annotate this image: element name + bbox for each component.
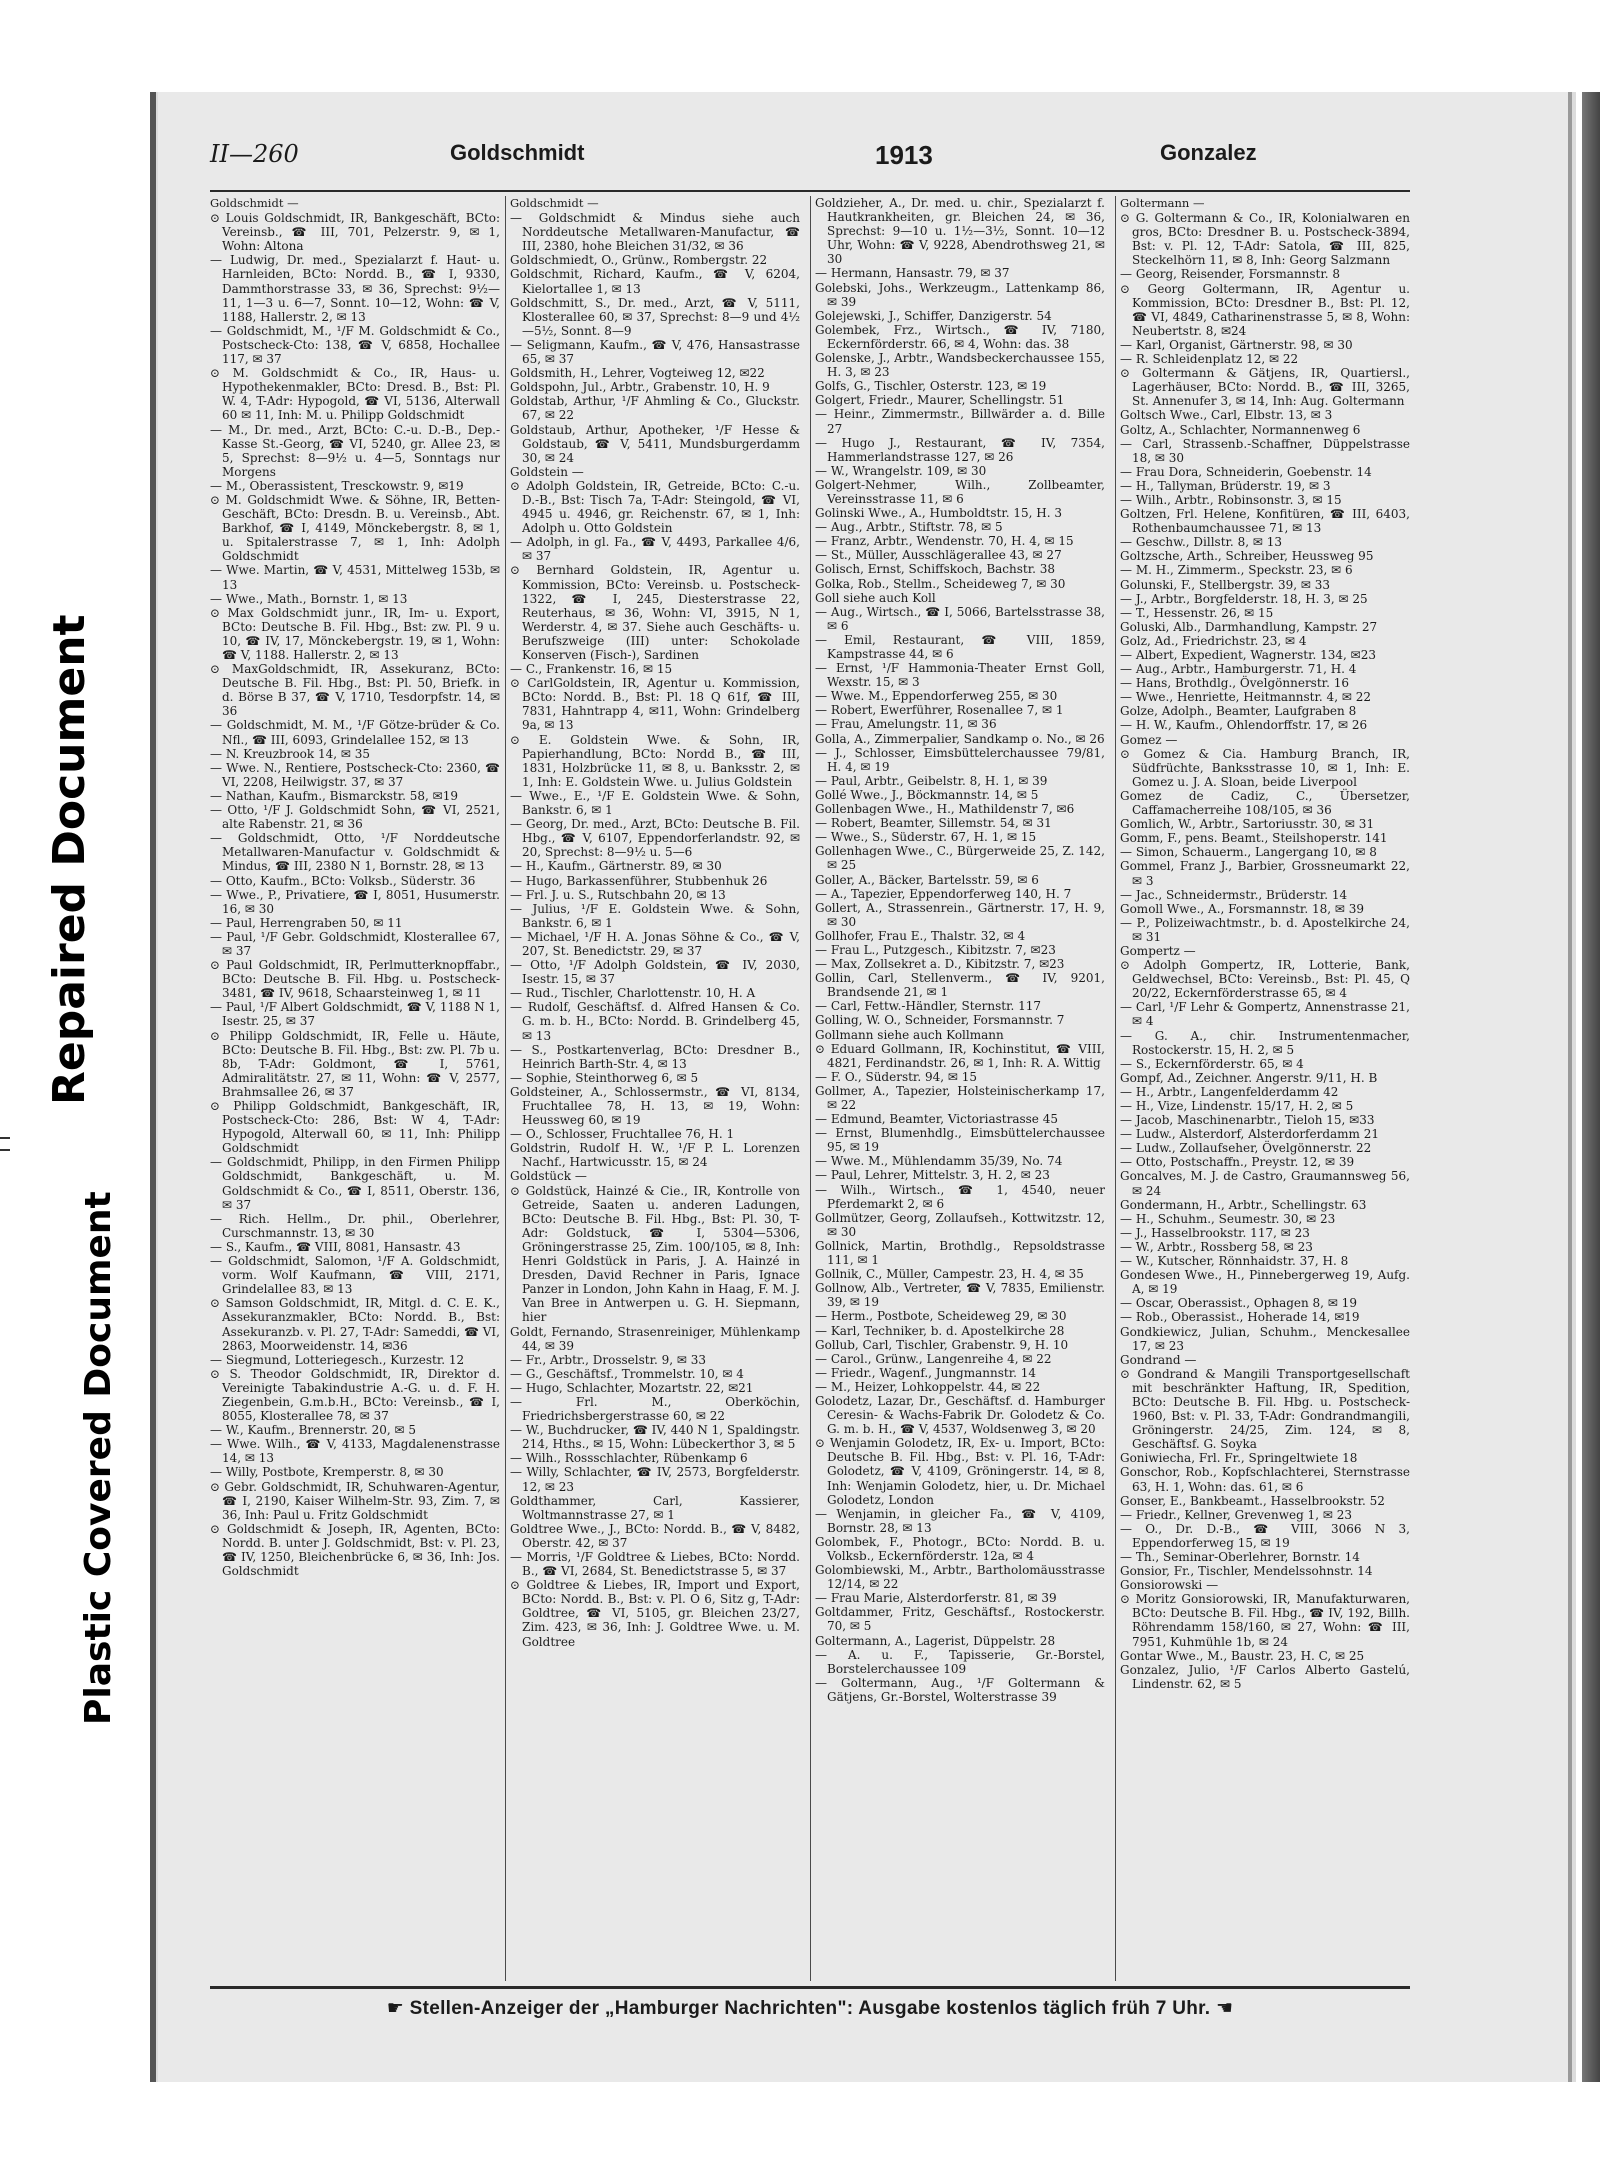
directory-entry: Goldschmit, Richard, Kaufm., ☎ V, 6204, Kielortallee 1, ✉ 13	[510, 267, 800, 296]
directory-entry: — Wwe., P., Privatiere, ☎ I, 8051, Husumerstr. 16, ✉ 30	[210, 887, 500, 916]
directory-entry: — W., Arbtr., Rossberg 58, ✉ 23	[1120, 1239, 1313, 1254]
directory-entry: — Ludw., Zollaufseher, Övelgönnerstr. 22	[1120, 1141, 1372, 1156]
directory-entry: ⊙ Moritz Gonsiorowski, IR, Manufakturwaren, BCto: Deutsche B. Fil. Hbg., ☎ IV, 192, Billh. Röhrendamm 158/160, ✉ 27, Wohn: ☎ III, 7951, Kuhmühle 1b, ✉ 24	[1120, 1592, 1410, 1649]
directory-entry: Gomm, F., pens. Beamt., Steilshoperstr. 141	[1120, 831, 1388, 846]
directory-entry: — Otto, ¹/F Adolph Goldstein, ☎ IV, 2030, Isestr. 15, ✉ 37	[510, 958, 800, 987]
directory-entry: Goniwiecha, Frl. Fr., Springeltwiete 18	[1120, 1451, 1358, 1466]
directory-entry: Goltermann, A., Lagerist, Düppelstr. 28	[815, 1633, 1056, 1648]
directory-entry: — Adolph, in gl. Fa., ☎ V, 4493, Parkallee 4/6, ✉ 37	[510, 535, 800, 564]
directory-entry: — Karl, Organist, Gärtnerstr. 98, ✉ 30	[1120, 337, 1353, 352]
directory-entry: Gollnow, Alb., Vertreter, ☎ V, 7835, Emilienstr. 39, ✉ 19	[815, 1281, 1105, 1310]
directory-entry: — Karl, Techniker, b. d. Apostelkirche 28	[815, 1323, 1065, 1338]
directory-entry: — Paul, Lehrer, Mittelstr. 3, H. 2, ✉ 23	[815, 1168, 1050, 1183]
directory-entry: — Rich. Hellm., Dr. phil., Oberlehrer, Curschmannstr. 13, ✉ 30	[210, 1211, 500, 1240]
directory-entry: — Wilh., Rossschlachter, Rübenkamp 6	[510, 1451, 748, 1466]
directory-entry: — Frl. M., Oberköchin, Friedrichsbergerstrasse 60, ✉ 22	[510, 1394, 800, 1424]
directory-entry: Goltsch Wwe., Carl, Elbstr. 13, ✉ 3	[1120, 408, 1333, 423]
directory-entry: — M. H., Zimmerm., Speckstr. 23, ✉ 6	[1120, 563, 1353, 578]
directory-entry: Goldsteiner, A., Schlossermstr., ☎ VI, 8134, Fruchtallee 78, H. 13, ✉ 19, Wohn: Heussweg 60, ✉ 19	[510, 1084, 800, 1128]
directory-entry: Goldsmith, H., Lehrer, Vogteiweg 12, ✉22	[510, 366, 765, 381]
directory-entry: — F. O., Süderstr. 94, ✉ 15	[815, 1069, 978, 1084]
directory-entry: Goldt, Fernando, Strasenreiniger, Mühlenkamp 44, ✉ 39	[510, 1324, 800, 1353]
directory-entry: ⊙ E. Goldstein Wwe. & Sohn, IR, Papierhandlung, BCto: Nordd B., ☎ III, 1831, Holzbrücke 11, ✉ 8, u. Banksstr. 2, ✉ 1, Inh: E. Goldstein Wwe. u. Julius Goldstein	[510, 732, 800, 789]
directory-entry: — H., Kaufm., Gärtnerstr. 89, ✉ 30	[510, 859, 722, 874]
directory-entry: Golgert, Friedr., Maurer, Schellingstr. 51	[815, 393, 1065, 408]
directory-entry: — S., Eckernförderstr. 65, ✉ 4	[1120, 1056, 1304, 1071]
directory-entry: — Hugo J., Restaurant, ☎ IV, 7354, Hammerlandstrasse 127, ✉ 26	[815, 435, 1105, 464]
directory-entry: — Wwe., Math., Bornstr. 1, ✉ 13	[210, 591, 408, 606]
directory-entry: Gollenbagen Wwe., H., Mathildenstr 7, ✉6	[815, 802, 1075, 817]
directory-entry: — Goldschmidt, M., ¹/F M. Goldschmidt & Co., Postscheck-Cto: 138, ☎ V, 6858, Hochallee 117, ✉ 37	[210, 323, 500, 367]
directory-entry: ⊙ Goldstück, Hainzé & Cie., IR, Kontrolle von Getreide, Saaten u. anderen Ladungen, BCto: Deutsche B. Fil. Hbg., Bst: Pl. 30, T-Adr: Goldstuck, ☎ I, 5304—5306, Gröningerstrasse 25, Zim. 100/105, ✉ 8, Inh: Henri Goldstück in Paris, J. A. Hainzé in Dresden, David Rechner in Paris, Ignace Panzer in London, John Kahn in Haag, F. M. J. Van Bree in Antwerpen u. G. H. Siepmann, hier	[510, 1183, 800, 1325]
margin-tick	[0, 1149, 10, 1151]
directory-entry: — Frau L., Putzgesch., Kibitzstr. 7, ✉23	[815, 942, 1056, 957]
column-divider	[810, 196, 811, 1981]
directory-entry: — Wwe., S., Süderstr. 67, H. 1, ✉ 15	[815, 830, 1037, 845]
directory-entry: — Goldschmidt, Salomon, ¹/F A. Goldschmidt, vorm. Wolf Kaufmann, ☎ VIII, 2171, Grindelallee 83, ✉ 13	[210, 1254, 500, 1297]
directory-entry: — Ernst, ¹/F Hammonia-Theater Ernst Goll, Wexstr. 15, ✉ 3	[815, 661, 1105, 690]
directory-entry: — Herm., Postbote, Scheideweg 29, ✉ 30	[815, 1309, 1067, 1324]
directory-entry: — W., Kutscher, Rönnhaidstr. 37, H. 8	[1120, 1254, 1349, 1269]
directory-entry: — H., Arbtr., Langenfelderdamm 42	[1120, 1084, 1339, 1099]
year-head: 1913	[875, 140, 933, 170]
directory-entry: ⊙ G. Goltermann & Co., IR, Kolonialwaren en gros, BCto: Dresdner B. u. Postscheck-3894, Bst: v. Pl. 12, T-Adr: Satola, ☎ III, 825, Steckelhörn 11, ✉ 8, Inh: Georg Salzmann	[1120, 211, 1410, 268]
column-1	[210, 196, 500, 1981]
directory-entry: — Wwe., E., ¹/F E. Goldstein Wwe. & Sohn, Bankstr. 6, ✉ 1	[510, 788, 800, 818]
directory-entry: — Paul, ¹/F Gebr. Goldschmidt, Klosterallee 67, ✉ 37	[210, 929, 500, 958]
directory-entry: — Albert, Expedient, Wagnerstr. 134, ✉23	[1120, 648, 1376, 662]
column-2	[510, 196, 800, 1981]
directory-entry: — Carl, Fettw.-Händler, Sternstr. 117	[815, 999, 1042, 1014]
directory-entry: — O., Schlosser, Fruchtallee 76, H. 1	[510, 1127, 735, 1142]
directory-entry: Goll siehe auch Koll	[815, 590, 936, 605]
directory-entry: — Siegmund, Lotteriegesch., Kurzestr. 12	[210, 1352, 465, 1367]
directory-entry: Golembek, Frz., Wirtsch., ☎ IV, 7180, Eckernförderstr. 66, ✉ 4, Wohn: das. 38	[815, 322, 1105, 351]
directory-entry: — J., Schlosser, Eimsbüttelerchaussee 79/81, H. 4, ✉ 19	[815, 745, 1105, 774]
directory-entry: — Willy, Postbote, Kremperstr. 8, ✉ 30	[210, 1465, 444, 1480]
directory-entry: — Wwe. M., Mühlendamm 35/39, No. 74	[815, 1154, 1063, 1169]
directory-entry: ⊙ Eduard Gollmann, IR, Kochinstitut, ☎ VIII, 4821, Ferdinandstr. 26, ✉ 1, Inh: R. A. Wittig	[815, 1041, 1105, 1070]
directory-entry: Goldstück —	[510, 1169, 587, 1184]
directory-entry: — Edmund, Beamter, Victoriastrasse 45	[815, 1112, 1058, 1127]
directory-entry: Goltzsche, Arth., Schreiber, Heussweg 95	[1120, 549, 1374, 564]
directory-entry: Gomoll Wwe., A., Forsmannstr. 18, ✉ 39	[1120, 901, 1365, 916]
directory-entry: ⊙ CarlGoldstein, IR, Agentur u. Kommission, BCto: Nordd. B., Bst: Pl. 18 Q 61f, ☎ III, 7831, Hahntrapp 4, ✉11, Wohn: Grindelberg 9a, ✉ 13	[510, 676, 800, 733]
directory-entry: — Simon, Schauerm., Langergang 10, ✉ 8	[1120, 845, 1377, 860]
directory-entry: ⊙ Philipp Goldschmidt, Bankgeschäft, IR, Postscheck-Cto: 286, Bst: W 4, T-Adr: Hypogold, Alterwall 60, ✉ 11, Inh: Philipp Goldschmidt	[210, 1099, 500, 1156]
directory-entry: ⊙ Max Goldschmidt junr., IR, Im- u. Export, BCto: Deutsche B. Fil. Hbg., Bst: zw. Pl. 9 u. 10, ☎ IV, 17, Mönckebergstr. 19, ✉ 1, Wohn: ☎ V, 1188. Hallerstr. 2, ✉ 13	[210, 605, 500, 662]
directory-entry: — St., Müller, Ausschlägerallee 43, ✉ 27	[815, 548, 1062, 563]
directory-entry: — Wwe. N., Rentiere, Postscheck-Cto: 2360, ☎ VI, 2208, Heilwigstr. 37, ✉ 37	[210, 760, 500, 789]
directory-entry: Goncalves, M. J. de Castro, Graumannsweg 56, ✉ 24	[1120, 1169, 1410, 1198]
directory-entry: Gollnik, C., Müller, Campestr. 23, H. 4, ✉ 35	[815, 1267, 1084, 1282]
advertisement-footer	[210, 1997, 1410, 2020]
directory-entry: — Geschw., Dillstr. 8, ✉ 13	[1120, 535, 1282, 550]
directory-entry: — W., Buchdrucker, ☎ IV, 440 N 1, Spaldingstr. 214, Hths., ✉ 15, Wohn: Lübeckerthor 3, ✉ 5	[510, 1423, 800, 1452]
directory-entry: — Jac., Schneidermstr., Brüderstr. 14	[1120, 887, 1348, 902]
directory-entry: Goldzieher, A., Dr. med. u. chir., Spezialarzt f. Hautkrankheiten, gr. Bleichen 24, ✉ 36, Sprechst: 9—10 u. 1½—3½, Sonnt. 10—12 Uhr, Wohn: ☎ V, 9228, Abendrothsweg 21, ✉ 30	[815, 196, 1105, 267]
directory-entry: — Hugo, Barkassenführer, Stubbenhuk 26	[510, 873, 768, 888]
directory-entry: — Paul, Herrengraben 50, ✉ 11	[210, 915, 403, 930]
directory-entry: — T., Hessenstr. 26, ✉ 15	[1120, 605, 1274, 620]
directory-entry: — Frau, Amelungstr. 11, ✉ 36	[815, 717, 997, 732]
directory-entry: ⊙ S. Theodor Goldschmidt, IR, Direktor d. Vereinigte Tabakindustrie A.-G. u. d. F. H. Ziegenbein, G.m.b.H., BCto: Vereinsb., ☎ I, 8055, Klosterallee 78, ✉ 37	[210, 1366, 500, 1424]
right-running-head: Gonzalez	[1160, 140, 1257, 165]
column-divider	[1115, 196, 1116, 1981]
directory-entry: Gompf, Ad., Zeichner. Angerstr. 9/11, H. B	[1120, 1070, 1378, 1085]
directory-entry: Gomez de Cadiz, C., Übersetzer, Caffamacherreihe 108/105, ✉ 36	[1120, 788, 1410, 818]
directory-entry: ⊙ Samson Goldschmidt, IR, Mitgl. d. C. E. K., Assekuranzmakler, BCto: Nordd. B., Bst: Assekuranzb. v. Pl. 27, T-Adr: Sameddi, ☎ VI, 2863, Moorweidenstr. 14, ✉36	[210, 1296, 500, 1353]
directory-entry: ⊙ Bernhard Goldstein, IR, Agentur u. Kommission, BCto: Vereinsb. u. Postscheck-1322, ☎ I, 245, Diesterstrasse 22, Reuterhaus, ✉ 36, Wohn: VI, 3915, N 1, Werderstr. 4, ✉ 37. Siehe auch Geschäfts- u. Berufszweige (III) unter: Schokolade Konserven (Fisch-), Sardinen	[510, 563, 800, 662]
directory-entry: — M., Heizer, Lohkoppelstr. 44, ✉ 22	[815, 1379, 1041, 1394]
directory-entry: Gollmann siehe auch Kollmann	[815, 1027, 1004, 1042]
directory-entry: Goldstrin, Rudolf H. W., ¹/F P. L. Lorenzen Nachf., Hartwicusstr. 15, ✉ 24	[510, 1141, 800, 1170]
directory-entry: — Goldschmidt, Philipp, in den Firmen Philipp Goldschmidt, Bankgeschäft, u. M. Goldschmidt & Co., ☎ I, 8511, Oberstr. 136, ✉ 37	[210, 1155, 500, 1212]
directory-entry: ⊙ Goldschmidt & Joseph, IR, Agenten, BCto: Nordd. B. unter J. Goldschmidt, Bst: v. Pl. 23, ☎ IV, 1250, Bleichenbrücke 6, ✉ 36, Inh: Jos. Goldschmidt	[210, 1521, 500, 1579]
directory-entry: — H., Schuhm., Seumestr. 30, ✉ 23	[1120, 1211, 1336, 1226]
directory-entry: — M., Oberassistent, Tresckowstr. 9, ✉19	[210, 478, 464, 493]
directory-entry: — H. W., Kaufm., Ohlendorffstr. 17, ✉ 26	[1120, 718, 1368, 733]
directory-entry: Gollhofer, Frau E., Thalstr. 32, ✉ 4	[815, 928, 1026, 943]
directory-entry: — N. Kreuzbrook 14, ✉ 35	[210, 746, 371, 761]
column-4	[1120, 196, 1410, 1981]
directory-entry: Golla, A., Zimmerpalier, Sandkamp o. No., ✉ 26	[815, 731, 1105, 746]
directory-entry: ⊙ Wenjamin Golodetz, IR, Ex- u. Import, BCto: Deutsche B. Fil. Hbg., Bst: v. Pl. 16, T-Adr: Golodetz, ☎ V, 4109, Gröningerstr. 14, ✉ 8, Inh: Wenjamin Golodetz, hier, u. Dr. Michael Golodetz, London	[815, 1436, 1105, 1507]
column-heading: Goldschmidt —	[510, 196, 599, 210]
directory-entry: — Heinr., Zimmermstr., Billwärder a. d. Bille 27	[815, 407, 1105, 436]
directory-entry: ⊙ Paul Goldschmidt, IR, Perlmutterknopffabr., BCto: Deutsche B. Fil. Hbg. u. Postscheck-3481, ☎ IV, 9618, Schaarsteinweg 1, ✉ 11	[210, 958, 500, 1001]
directory-entry: — Friedr., Wagenf., Jungmannstr. 14	[815, 1365, 1037, 1380]
directory-entry: — Aug., Arbtr., Hamburgerstr. 71, H. 4	[1120, 662, 1357, 677]
directory-entry: Gonsior, Fr., Tischler, Mendelssohnstr. 14	[1120, 1564, 1373, 1579]
column-3	[815, 196, 1105, 1981]
directory-entry: Goldspohn, Jul., Arbtr., Grabenstr. 10, H. 9	[510, 380, 770, 395]
directory-entry: Gommel, Franz J., Barbier, Grossneumarkt 22, ✉ 3	[1120, 859, 1410, 888]
directory-entry: Gondermann, H., Arbtr., Schellingstr. 63	[1120, 1197, 1367, 1212]
directory-entry: — Frl. J. u. S., Rutschbahn 20, ✉ 13	[510, 887, 726, 902]
directory-entry: — Wwe. Martin, ☎ V, 4531, Mittelweg 153b, ✉ 13	[210, 563, 500, 592]
directory-entry: — Sophie, Steinthorweg 6, ✉ 5	[510, 1070, 699, 1085]
directory-entry: — O., Dr. D.-B., ☎ VIII, 3066 N 3, Eppendorferweg 15, ✉ 19	[1120, 1521, 1410, 1550]
directory-entry: — Carl, Strassenb.-Schaffner, Düppelstrasse 18, ✉ 30	[1120, 436, 1410, 465]
directory-entry: — Georg, Reisender, Forsmannstr. 8	[1120, 267, 1341, 282]
directory-entry: — Robert, Beamter, Sillemstr. 54, ✉ 31	[815, 816, 1052, 831]
directory-entry: — Julius, ¹/F E. Goldstein Wwe. & Sohn, Bankstr. 6, ✉ 1	[510, 901, 800, 930]
directory-entry: — Emil, Restaurant, ☎ VIII, 1859, Kampstrasse 44, ✉ 6	[815, 632, 1105, 661]
footer-ad-text: Stellen-Anzeiger der „Hamburger Nachrichten": Ausgabe kostenlos täglich früh 7 Uhr.	[409, 1998, 1211, 2019]
directory-entry: ⊙ Gondrand & Mangili Transportgesellschaft mit beschränkter Haftung, IR, Spedition, BCto: Deutsche B. Fil. Hbg. u. Postscheck-1960, Bst: v. Pl. 33, T-Adr: Gondrandmangili, Gröningerstr. 24/25, Zim. 124, ✉ 8, Geschäftsf. G. Soyka	[1120, 1366, 1410, 1452]
directory-entry: — Nathan, Kaufm., Bismarckstr. 58, ✉19	[210, 788, 458, 803]
directory-entry: ⊙ Philipp Goldschmidt, IR, Felle u. Häute, BCto: Deutsche B. Fil. Hbg., Bst: zw. Pl. 7b u. 8b, T-Adr: Goldmont, ☎ I, 5761, Admiralitätstr. 27, ✉ 11, Wohn: ☎ V, 2577, Brahmsallee 26, ✉ 37	[210, 1028, 500, 1099]
directory-entry: — Aug., Wirtsch., ☎ I, 5066, Bartelsstrasse 38, ✉ 6	[815, 604, 1105, 633]
directory-entry: — M., Dr. med., Arzt, BCto: C.-u. D.-B., Dep.-Kasse St.-Georg, ☎ VI, 5240, gr. Allee 23, ✉ 5, Sprechst: 8—9½ u. 4—5, Sonntags nur Morgens	[210, 422, 500, 479]
directory-entry: — Ernst, Blumenhdlg., Eimsbüttelerchaussee 95, ✉ 19	[815, 1126, 1105, 1155]
directory-entry: Golling, W. O., Schneider, Forsmannstr. 7	[815, 1013, 1065, 1028]
directory-entry: — Wwe. M., Eppendorferweg 255, ✉ 30	[815, 689, 1058, 704]
directory-entry: — Otto, Kaufm., BCto: Volksb., Süderstr. 36	[210, 873, 476, 888]
directory-entry: Golombiewski, M., Arbtr., Bartholomäusstrasse 12/14, ✉ 22	[815, 1563, 1105, 1592]
directory-entry: Gonsiorowski —	[1120, 1578, 1219, 1593]
directory-entry: — Morris, ¹/F Goldtree & Liebes, BCto: Nordd. B., ☎ VI, 2684, St. Benedictstrasse 5, ✉ 37	[510, 1550, 800, 1579]
directory-entry: Gondrand —	[1120, 1352, 1197, 1367]
directory-entry: — W., Kaufm., Brennerstr. 20, ✉ 5	[210, 1423, 416, 1438]
directory-entry: ⊙ Goltermann & Gätjens, IR, Quartiersl., Lagerhäuser, BCto: Nordd. B., ☎ III, 3265, St. Annenufer 3, ✉ 14, Inh: Aug. Goltermann	[1120, 366, 1410, 409]
directory-entry: ⊙ Gebr. Goldschmidt, IR, Schuhwaren-Agentur, ☎ I, 2190, Kaiser Wilhelm-Str. 93, Zim. 7, ✉ 36, Inh: Paul u. Fritz Goldschmidt	[210, 1479, 500, 1522]
directory-entry: — Robert, Ewerführer, Rosenallee 7, ✉ 1	[815, 703, 1064, 718]
directory-entry: — Otto, Postschaffn., Preystr. 12, ✉ 39	[1120, 1155, 1355, 1170]
directory-entry: Golka, Rob., Stellm., Scheideweg 7, ✉ 30	[815, 576, 1066, 591]
directory-entry: Golejewski, J., Schiffer, Danzigerstr. 54	[815, 308, 1052, 323]
directory-entry: — Aug., Arbtr., Stiftstr. 78, ✉ 5	[815, 520, 1003, 535]
directory-entry: Gompertz —	[1120, 943, 1196, 958]
directory-entry: Golze, Adolph., Beamter, Laufgraben 8	[1120, 704, 1357, 719]
directory-entry: Goldstaub, Arthur, Apotheker, ¹/F Hesse & Goldstaub, ☎ V, 5411, Mundsburgerdamm 30, ✉ 24	[510, 422, 800, 465]
directory-entry: — Rob., Oberassist., Hoherade 14, ✉19	[1120, 1310, 1360, 1325]
directory-entry: Golgert-Nehmer, Wilh., Zollbeamter, Vereinsstrasse 11, ✉ 6	[815, 477, 1105, 506]
directory-entry: Goldschmitt, S., Dr. med., Arzt, ☎ V, 5111, Klosterallee 60, ✉ 37, Sprechst: 8—9 und 4½—5½, Sonnt. 8—9	[510, 295, 800, 338]
directory-entry: Golodetz, Lazar, Dr., Geschäftsf. d. Hamburger Ceresin- & Wachs-Fabrik Dr. Golodetz & Co. G. m. b. H., ☎ V, 4537, Woldsenweg 3, ✉ 20	[815, 1393, 1105, 1437]
directory-entry: ⊙ Goldtree & Liebes, IR, Import und Export, BCto: Nordd. B., Bst: v. Pl. O 6, Sitz g, T-Adr: Goldtree, ☎ VI, 5105, gr. Bleichen 23/27, Zim. 423, ✉ 36, Inh: J. Goldtree Wwe. u. M. Goldtree	[510, 1578, 800, 1649]
directory-entry: Goltz, A., Schlachter, Normannenweg 6	[1120, 422, 1361, 437]
directory-entry: Gollert, A., Strassenrein., Gärtnerstr. 17, H. 9, ✉ 30	[815, 900, 1105, 929]
directory-entry: — Goldschmidt & Mindus siehe auch Norddeutsche Metallwaren-Manufactur, ☎ III, 2380, hohe Bleichen 31/32, ✉ 36	[510, 211, 800, 254]
directory-entry: — J., Hasselbrookstr. 117, ✉ 23	[1120, 1225, 1310, 1240]
scan-margin	[0, 0, 150, 2177]
directory-entry: ⊙ Louis Goldschmidt, IR, Bankgeschäft, BCto: Vereinsb., ☎ III, 701, Pelzerstr. 9, ✉ 1, Wohn: Altona	[210, 211, 500, 254]
header-rule	[210, 190, 1410, 192]
directory-entry: — Seligmann, Kaufm., ☎ V, 476, Hansastrasse 65, ✉ 37	[510, 337, 800, 367]
directory-entry: — Carol., Grünw., Langenreihe 4, ✉ 22	[815, 1351, 1052, 1366]
plastic-covered-document-label: Plastic Covered Document	[78, 1191, 119, 1725]
directory-entry: — Rud., Tischler, Charlottenstr. 10, H. A	[510, 986, 756, 1001]
page-edge-shadow	[1582, 92, 1600, 2082]
directory-entry: — Wenjamin, in gleicher Fa., ☎ V, 4109, Bornstr. 28, ✉ 13	[815, 1506, 1105, 1535]
directory-entry: Goldtree Wwe., J., BCto: Nordd. B., ☎ V, 8482, Oberstr. 42, ✉ 37	[510, 1521, 800, 1550]
directory-entry: Golenske, J., Arbtr., Wandsbeckerchaussee 155, H. 3, ✉ 23	[815, 351, 1105, 380]
directory-entry: Goldthammer, Carl, Kassierer, Woltmannstrasse 27, ✉ 1	[510, 1493, 800, 1522]
repaired-document-label: Repaired Document	[44, 614, 95, 1105]
directory-entry: Goltzen, Frl. Helene, Konfitüren, ☎ III, 6403, Rothenbaumchaussee 71, ✉ 13	[1120, 507, 1410, 536]
directory-entry: — Goltermann, Aug., ¹/F Goltermann & Gätjens, Gr.-Borstel, Wolterstrasse 39	[815, 1675, 1105, 1704]
directory-entry: — Ludwig, Dr. med., Spezialarzt f. Haut- u. Harnleiden, BCto: Nordd. B., ☎ I, 9330, Dammthorstrasse 33, ✉ 36, Sprechst: 9½—11, 1—3 u. 6—7, Sonnt. 10—12, Wohn: ☎ V, 1188, Hallerstr. 2, ✉ 13	[210, 253, 500, 324]
directory-entry: Gondkiewicz, Julian, Schuhm., Menckesallee 17, ✉ 23	[1120, 1324, 1410, 1353]
directory-entry: — J., Arbtr., Borgfelderstr. 18, H. 3, ✉ 25	[1120, 591, 1368, 606]
directory-entry: — G., Geschäftsf., Trommelstr. 10, ✉ 4	[510, 1366, 744, 1381]
directory-entry: — Georg, Dr. med., Arzt, BCto: Deutsche B. Fil. Hbg., ☎ V, 6107, Eppendorferlandstr. 92, ✉ 20, Sprechst: 8—9½ u. 5—6	[510, 817, 800, 860]
directory-entry: — S., Kaufm., ☎ VIII, 8081, Hansastr. 43	[210, 1239, 461, 1254]
directory-entry: — H., Vize, Lindenstr. 15/17, H. 2, ✉ 5	[1120, 1099, 1354, 1113]
directory-entry: — Frau Dora, Schneiderin, Goebenstr. 14	[1120, 464, 1372, 479]
directory-entry: ⊙ Adolph Gompertz, IR, Lotterie, Bank, Geldwechsel, BCto: Vereinsb., Bst: Pl. 45, Q 20/22, Eckernförderstrasse 65, ✉ 4	[1120, 958, 1410, 1001]
directory-entry: Golinski Wwe., A., Humboldtstr. 15, H. 3	[815, 506, 1063, 521]
directory-entry: — Franz, Arbtr., Wendenstr. 70, H. 4, ✉ 15	[815, 534, 1074, 549]
directory-entry: — A., Tapezier, Eppendorferweg 140, H. 7	[815, 886, 1072, 901]
directory-entry: Gollmützer, Georg, Zollaufseh., Kottwitzstr. 12, ✉ 30	[815, 1210, 1105, 1239]
directory-entry: Gollenhagen Wwe., C., Bürgerweide 25, Z. 142, ✉ 25	[815, 844, 1105, 873]
directory-entry: — S., Postkartenverlag, BCto: Dresdner B., Heinrich Barth-Str. 4, ✉ 13	[510, 1042, 800, 1071]
directory-entry: — Th., Seminar-Oberlehrer, Bornstr. 14	[1120, 1550, 1360, 1564]
column-divider	[505, 196, 506, 1981]
directory-entry: Gollnick, Martin, Brothdlg., Repsoldstrasse 111, ✉ 1	[815, 1238, 1105, 1268]
directory-entry: — Wilh., Arbtr., Robinsonstr. 3, ✉ 15	[1120, 492, 1342, 507]
directory-entry: Gomez —	[1120, 732, 1178, 747]
directory-entry: — Hugo, Schlachter, Mozartstr. 22, ✉21	[510, 1380, 754, 1395]
directory-entry: — Hans, Brothdlg., Övelgönnerstr. 16	[1120, 676, 1349, 691]
directory-entry: Goldschmiedt, O., Grünw., Rombergstr. 22	[510, 253, 768, 268]
directory-entry: Gonzalez, Julio, ¹/F Carlos Alberto Gastelú, Lindenstr. 62, ✉ 5	[1120, 1662, 1410, 1691]
directory-entry: — Hermann, Hansastr. 79, ✉ 37	[815, 266, 1010, 281]
margin-tick	[0, 1137, 10, 1139]
directory-entry: Golz, Ad., Friedrichstr. 23, ✉ 4	[1120, 633, 1307, 648]
directory-entry: — Paul, ¹/F Albert Goldschmidt, ☎ V, 1188 N 1, Isestr. 25, ✉ 37	[210, 1000, 500, 1029]
directory-entry: Gonser, E., Bankbeamt., Hasselbrookstr. 52	[1120, 1493, 1385, 1508]
directory-entry: Gollub, Carl, Tischler, Grabenstr. 9, H. 10	[815, 1337, 1069, 1352]
directory-page	[150, 92, 1576, 2082]
directory-entry: Golombek, F., Photogr., BCto: Nordd. B. u. Volksb., Eckernförderstr. 12a, ✉ 4	[815, 1534, 1105, 1563]
directory-entry: Goller, A., Bäcker, Bartelsstr. 59, ✉ 6	[815, 872, 1039, 887]
directory-entry: Gollin, Carl, Stellenverm., ☎ IV, 9201, Brandsende 21, ✉ 1	[815, 971, 1105, 1000]
directory-entry: — C., Frankenstr. 16, ✉ 15	[510, 662, 673, 677]
directory-entry: Goluski, Alb., Darmhandlung, Kampstr. 27	[1120, 619, 1378, 634]
pointing-hand-right-icon: ☚	[1215, 1997, 1234, 2019]
directory-entry: — Fr., Arbtr., Drosselstr. 9, ✉ 33	[510, 1352, 707, 1367]
directory-entry: — H., Tallyman, Brüderstr. 19, ✉ 3	[1120, 478, 1331, 493]
directory-entry: — G. A., chir. Instrumentenmacher, Rostockerstr. 15, H. 2, ✉ 5	[1120, 1028, 1410, 1057]
directory-entry: Golebski, Johs., Werkzeugm., Lattenkamp 86, ✉ 39	[815, 280, 1105, 309]
page-surface	[158, 92, 1572, 2082]
directory-entry: — Wwe., Henriette, Heitmannstr. 4, ✉ 22	[1120, 690, 1371, 705]
directory-entry: Golisch, Ernst, Schiffskoch, Bachstr. 38	[815, 562, 1056, 577]
directory-entry: — Frau Marie, Alsterdorferstr. 81, ✉ 39	[815, 1591, 1057, 1606]
directory-entry: ⊙ M. Goldschmidt Wwe. & Söhne, IR, Betten-Geschäft, BCto: Dresdn. B. u. Vereinsb., Abt. Barkhof, ☎ I, 4149, Mönckebergstr. 8, ✉ 1, u. Spitalerstrasse 7, ✉ 1, Inh: Adolph Goldschmidt	[210, 492, 500, 564]
directory-entry: — Oscar, Oberassist., Ophagen 8, ✉ 19	[1120, 1296, 1357, 1311]
directory-entry: — Max, Zollsekret a. D., Kibitzstr. 7, ✉23	[815, 957, 1065, 972]
directory-entry: — P., Polizeiwachtmstr., b. d. Apostelkirche 24, ✉ 31	[1120, 915, 1410, 944]
directory-entry: Gonschor, Rob., Kopfschlachterei, Sternstrasse 63, H. 1, Wohn: das. 61, ✉ 6	[1120, 1465, 1410, 1494]
directory-entry: — Wilh., Wirtsch., ☎ 1, 4540, neuer Pferdemarkt 2, ✉ 6	[815, 1182, 1105, 1211]
footer-rule	[210, 1986, 1410, 1989]
column-heading: Goltermann —	[1120, 196, 1205, 210]
directory-entry: Goldstab, Arthur, ¹/F Ahmling & Co., Gluckstr. 67, ✉ 22	[510, 394, 800, 423]
directory-entry: Goltdammer, Fritz, Geschäftsf., Rostockerstr. 70, ✉ 5	[815, 1605, 1105, 1634]
directory-entry: — R. Schleidenplatz 12, ✉ 22	[1120, 352, 1299, 367]
directory-entry: — A. u. F., Tapisserie, Gr.-Borstel, Borstelerchaussee 109	[815, 1647, 1105, 1676]
directory-entry: — Ludw., Alsterdorf, Alsterdorferdamm 21	[1120, 1127, 1380, 1142]
directory-entry: — Otto, ¹/F J. Goldschmidt Sohn, ☎ VI, 2521, alte Rabenstr. 21, ✉ 36	[210, 803, 500, 832]
directory-entry: Gomlich, W., Arbtr., Sartoriusstr. 30, ✉ 31	[1120, 817, 1375, 832]
directory-entry: ⊙ Adolph Goldstein, IR, Getreide, BCto: C.-u. D.-B., Bst: Tisch 7a, T-Adr: Steingold, ☎ VI, 4945 u. 4946, gr. Reichenstr. 67, ✉ 1, Inh: Adolph u. Otto Goldstein	[510, 478, 800, 536]
directory-entry: — Friedr., Kellner, Grevenweg 1, ✉ 23	[1120, 1507, 1352, 1522]
directory-entry: — Michael, ¹/F H. A. Jonas Söhne & Co., ☎ V, 207, St. Benedictstr. 29, ✉ 37	[510, 929, 800, 958]
directory-entry: — Rudolf, Geschäftsf. d. Alfred Hansen & Co. G. m. b. H., BCto: Nordd. B. Grindelberg 45, ✉ 13	[510, 1000, 800, 1043]
pointing-hand-left-icon: ☛	[386, 1997, 405, 2019]
directory-entry: ⊙ Gomez & Cia. Hamburg Branch, IR, Südfrüchte, Banksstrasse 10, ✉ 1, Inh: E. Gomez u. J. A. Sloan, beide Liverpool	[1120, 746, 1410, 789]
directory-entry: ⊙ MaxGoldschmidt, IR, Assekuranz, BCto: Deutsche B. Fil. Hbg., Bst: Pl. 50, Briefk. in d. Börse B 37, ☎ V, 1710, Tesdorpfstr. 14, ✉ 36	[210, 662, 500, 719]
page-header	[210, 140, 1410, 176]
left-running-head: Goldschmidt	[450, 140, 585, 165]
directory-entry: Golfs, G., Tischler, Osterstr. 123, ✉ 19	[815, 379, 1047, 394]
directory-entry: Gontar Wwe., M., Baustr. 23, H. C, ✉ 25	[1120, 1648, 1365, 1663]
directory-entry: — Wwe. Wilh., ☎ V, 4133, Magdalenenstrasse 14, ✉ 13	[210, 1437, 500, 1466]
column-heading: Goldschmidt —	[210, 196, 299, 210]
directory-entry: ⊙ M. Goldschmidt & Co., IR, Haus- u. Hypothekenmakler, BCto: Dresd. B., Bst: Pl. W. 4, T-Adr: Hypogold, ☎ VI, 5136, Alterwall 60 ✉ 11, Inh: M. u. Philipp Goldschmidt	[210, 366, 500, 423]
directory-entry: Gondesen Wwe., H., Pinnebergerweg 19, Aufg. A, ✉ 19	[1120, 1268, 1410, 1297]
directory-entry: — Jacob, Maschinenarbtr., Tieloh 15, ✉33	[1120, 1113, 1375, 1128]
directory-entry: — W., Wrangelstr. 109, ✉ 30	[815, 463, 987, 478]
directory-entry: Golunski, F., Stellbergstr. 39, ✉ 33	[1120, 577, 1330, 592]
page-number: II—260	[210, 140, 299, 168]
directory-entry: — Paul, Arbtr., Geibelstr. 8, H. 1, ✉ 39	[815, 773, 1048, 788]
directory-entry: ⊙ Georg Goltermann, IR, Agentur u. Kommission, BCto: Dresdner B., Bst: Pl. 12, ☎ VI, 4849, Catharinenstrasse 5, ✉ 8, Wohn: Neubertstr. 8, ✉24	[1120, 281, 1410, 338]
directory-entry: — Willy, Schlachter, ☎ IV, 2573, Borgfelderstr. 12, ✉ 23	[510, 1465, 800, 1494]
directory-entry: Gollé Wwe., J., Böckmannstr. 14, ✉ 5	[815, 787, 1039, 802]
directory-entry: — Goldschmidt, Otto, ¹/F Norddeutsche Metallwaren-Manufactur v. Goldschmidt & Mindus, ☎ III, 2380 N 1, Bornstr. 28, ✉ 13	[210, 831, 500, 874]
directory-entry: — Carl, ¹/F Lehr & Gompertz, Annenstrasse 21, ✉ 4	[1120, 1000, 1410, 1029]
directory-entry: — Goldschmidt, M. M., ¹/F Götze-brüder & Co. Nfl., ☎ III, 6093, Grindelallee 152, ✉ 13	[210, 718, 500, 747]
directory-entry: Goldstein —	[510, 464, 584, 479]
directory-entry: Gollmer, A., Tapezier, Holsteinischerkamp 17, ✉ 22	[815, 1083, 1105, 1112]
